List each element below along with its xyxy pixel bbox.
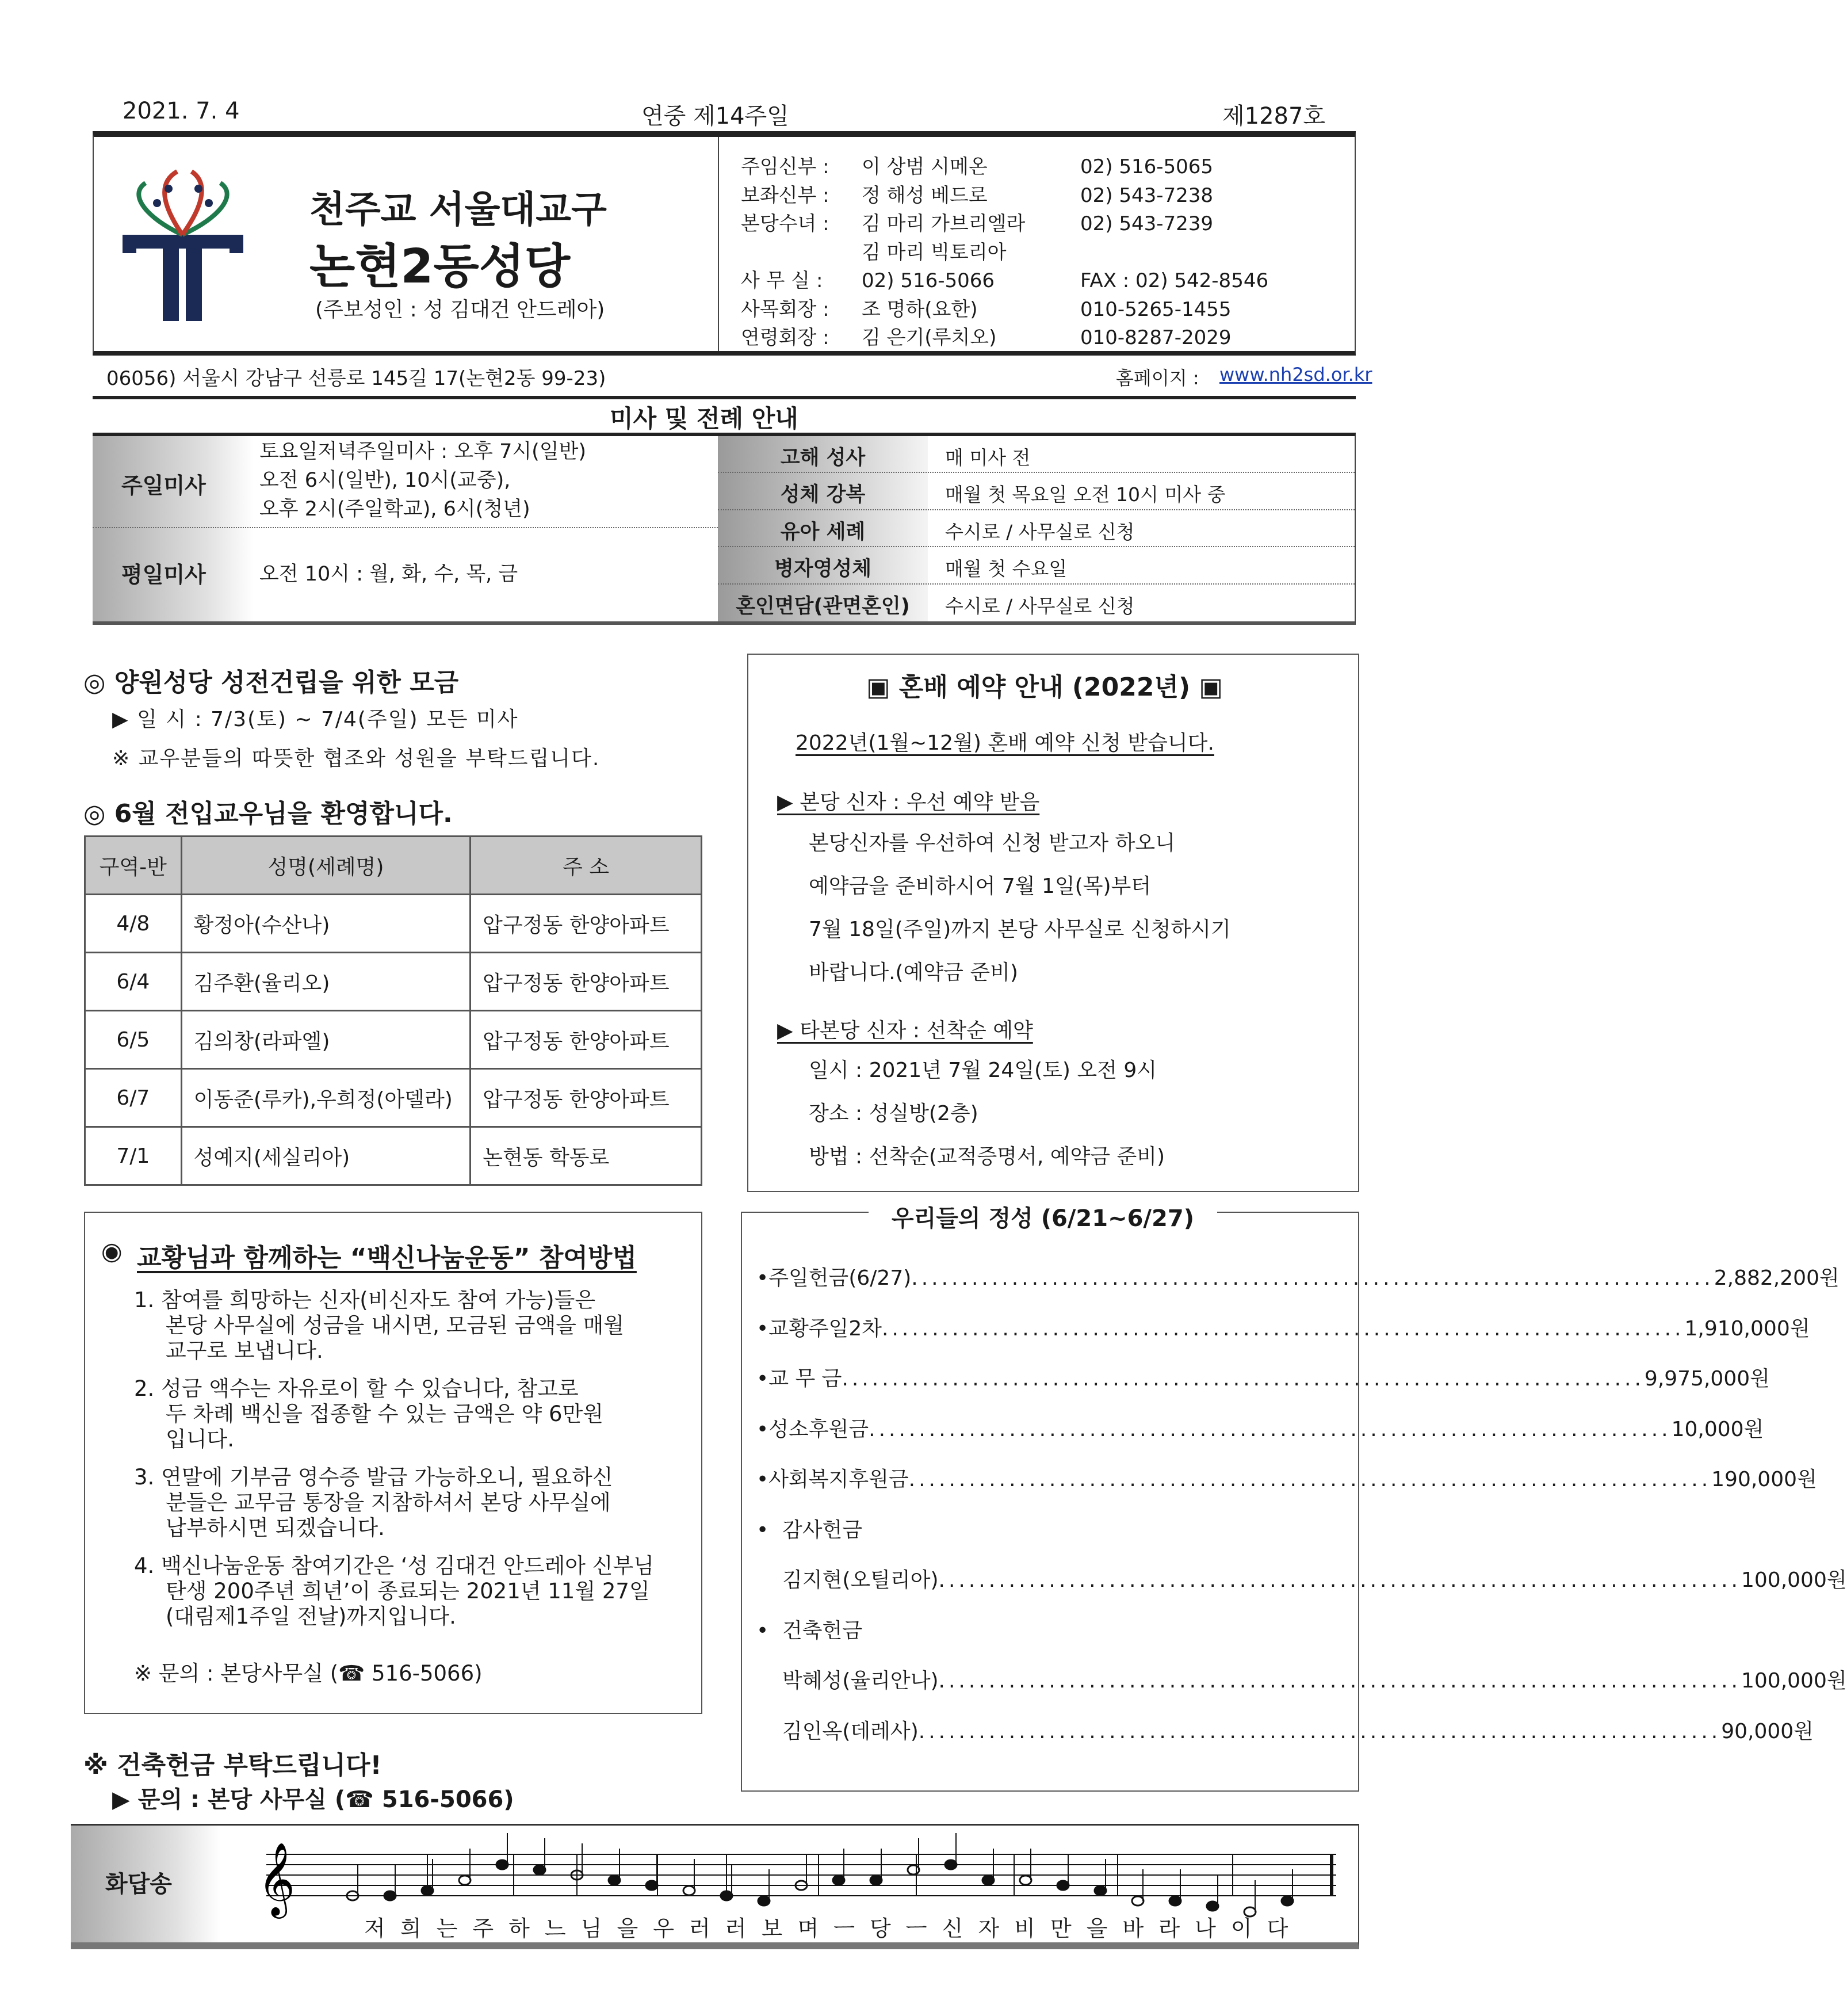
note: [1132, 1896, 1144, 1906]
district-cell: 6/4: [85, 953, 182, 1011]
wedding-line: 예약금을 준비하시어 7월 1일(목)부터: [809, 875, 1152, 898]
note: [683, 1886, 695, 1895]
offering-label: 교황주일2차: [768, 1316, 882, 1341]
rite-label: 성체 강복: [780, 483, 866, 507]
rite-text: 매 미사 전: [945, 446, 1031, 469]
note: [1095, 1886, 1106, 1895]
psalm-lyrics: 저 희 는 주 하 느 님 을 우 러 러 보 며 ㅡ 당 ㅡ 신 자 비 만 을 바 라 나 이 다: [364, 1916, 1288, 1941]
divider: [93, 396, 1356, 399]
offering-label: 감사헌금: [782, 1518, 863, 1542]
offering-amount: 90,000원: [1721, 1719, 1814, 1743]
staff-row: [741, 239, 1268, 268]
staff-role: 본당수녀 :: [741, 212, 829, 235]
vaccine-item: [134, 1288, 654, 1364]
offering-label: 주일헌금(6/27): [768, 1266, 912, 1290]
leader-dots: ................................................................................: [882, 1316, 1685, 1341]
rite-row: [718, 436, 1355, 473]
psalm-score: [255, 1837, 1348, 1915]
staff-row: [741, 296, 1268, 324]
other-parish-heading: ▶ 타본당 신자 : 선착순 예약: [777, 1019, 1033, 1043]
radio-dot-icon: ◉: [101, 1237, 123, 1265]
staff-row: [741, 267, 1268, 296]
vaccine-sharing-box: [84, 1212, 702, 1714]
offering-label: 교 무 금: [768, 1367, 842, 1391]
staff-name: 이 상범 시메온: [862, 155, 988, 178]
parishioner-heading: ▶ 본당 신자 : 우선 예약 받음: [777, 791, 1040, 814]
treble-clef-icon: 𝄞: [258, 1842, 296, 1915]
district-cell: 6/7: [85, 1069, 182, 1127]
note: [609, 1876, 620, 1885]
wedding-line: 7월 18일(주일)까지 본당 사무실로 신청하시기: [809, 918, 1231, 941]
leader-dots: ................................................................................: [908, 1468, 1712, 1491]
name-cell: 황정아(수산나): [181, 895, 471, 953]
offering-amount: 190,000원: [1711, 1468, 1817, 1491]
offering-row: [756, 1664, 1847, 1715]
note: [646, 1881, 657, 1890]
rite-row: [718, 473, 1355, 510]
table-header: [85, 837, 702, 895]
label-column: [93, 436, 254, 621]
mass-section-title: 미사 및 전례 안내: [610, 404, 798, 433]
bullet-icon: •: [756, 1367, 769, 1391]
staff-phone: 010-8287-2029: [1080, 326, 1232, 349]
offering-row: [756, 1564, 1847, 1614]
district-cell: 4/8: [85, 895, 182, 953]
staff-name: 김 마리 가브리엘라: [862, 212, 1026, 235]
rite-text: 매월 첫 목요일 오전 10시 미사 중: [945, 483, 1226, 506]
sunday-line: 오후 2시(주일학교), 6시(청년): [259, 498, 530, 521]
offering-label: 성소후원금: [768, 1417, 869, 1441]
note: [1057, 1881, 1069, 1890]
vaccine-line: 3. 연말에 기부금 영수증 발급 가능하오니, 필요하신: [134, 1465, 613, 1490]
bullet-icon: •: [756, 1266, 769, 1290]
sunday-mass-label: 주일미사: [121, 473, 206, 498]
bullet-icon: •: [756, 1618, 769, 1643]
address-cell: 압구정동 한양아파트: [471, 895, 702, 953]
note: [758, 1896, 770, 1906]
note: [982, 1876, 994, 1885]
wedding-intro: 2022년(1월~12월) 혼배 예약 신청 받습니다.: [796, 731, 1214, 755]
table-row: [85, 1069, 702, 1127]
parish-name: 논현2동성당: [309, 239, 571, 294]
note: [534, 1865, 545, 1874]
offering-label: 박혜성(율리안나): [782, 1669, 939, 1693]
district-cell: 6/5: [85, 1011, 182, 1069]
offering-amount: 100,000원: [1741, 1669, 1847, 1693]
liturgical-week: 연중 제14주일: [641, 103, 789, 129]
vaccine-title: 교황님과 함께하는 “백신나눔운동” 참여방법: [137, 1243, 637, 1273]
yangwon-title: ◎ 양원성당 성전건립을 위한 모금: [83, 668, 459, 697]
staff-name: 정 해성 베드로: [862, 184, 988, 207]
offering-row: [756, 1262, 1840, 1312]
bullet-icon: •: [756, 1316, 769, 1341]
col-header: 주 소: [471, 837, 702, 895]
name-cell: 김의창(라파엘): [181, 1011, 471, 1069]
offering-row: [756, 1715, 1814, 1766]
vaccine-line: (대림제1주일 전날)까지입니다.: [166, 1604, 456, 1629]
weekday-mass-label: 평일미사: [121, 562, 206, 587]
wedding-line: 바랍니다.(예약금 준비): [809, 961, 1018, 984]
bullet-icon: •: [756, 1468, 769, 1491]
homepage-link[interactable]: www.nh2sd.or.kr: [1219, 364, 1372, 385]
vaccine-line: 탄생 200주년 희년’이 종료되는 2021년 11월 27일: [166, 1579, 650, 1603]
note: [1020, 1876, 1031, 1885]
vaccine-item: [134, 1465, 654, 1541]
offering-row: [756, 1514, 1349, 1564]
parish-header-box: [93, 131, 1356, 356]
homepage-label: 홈페이지 :: [1116, 367, 1199, 389]
col-header: 구역-반: [85, 837, 182, 895]
offering-label: 사회복지후원금: [768, 1468, 909, 1491]
offerings-list: [756, 1262, 1847, 1765]
leader-dots: ................................................................................: [938, 1568, 1741, 1592]
vaccine-line: 2. 성금 액수는 자유로이 할 수 있습니다, 참고로: [134, 1376, 579, 1401]
vaccine-line: 분들은 교무금 통장을 지참하셔서 본당 사무실에: [166, 1490, 611, 1515]
rite-row: [718, 510, 1355, 547]
wedding-title: ▣ 혼배 예약 안내 (2022년) ▣: [866, 673, 1223, 702]
offering-amount: 100,000원: [1741, 1568, 1847, 1592]
wedding-notice-box: [747, 654, 1359, 1192]
leader-dots: ................................................................................: [869, 1417, 1672, 1441]
rite-label: 병자영성체: [774, 558, 872, 581]
yangwon-dates: ▶ 일 시 : 7/3(토) ~ 7/4(주일) 모든 미사: [112, 708, 519, 731]
newcomers-title: ◎ 6월 전입교우님을 환영합니다.: [83, 799, 453, 828]
sunday-line: 토요일저녁주일미사 : 오후 7시(일반): [259, 440, 587, 463]
staff-role: 주임신부 :: [741, 155, 829, 178]
psalm-label: 화답송: [105, 1871, 172, 1897]
note: [945, 1860, 957, 1869]
leader-dots: ................................................................................: [842, 1367, 1645, 1391]
offering-row: [756, 1312, 1810, 1363]
address-cell: 논현동 학동로: [471, 1127, 702, 1185]
address-cell: 압구정동 한양아파트: [471, 1069, 702, 1127]
offering-row: [756, 1463, 1817, 1514]
district-cell: 7/1: [85, 1127, 182, 1185]
staff-row: [741, 210, 1268, 239]
note: [1207, 1902, 1218, 1911]
offerings-title: 우리들의 정성 (6/21~6/27): [869, 1200, 1217, 1233]
note: [1169, 1896, 1181, 1906]
vaccine-items: [134, 1288, 654, 1642]
col-header: 성명(세례명): [181, 837, 471, 895]
staff-phone: FAX : 02) 542-8546: [1080, 269, 1269, 292]
staff-role: 연령회장 :: [741, 326, 829, 349]
table-row: [85, 1127, 702, 1185]
building-fund-contact: ▶ 문의 : 본당 사무실 (☎ 516-5066): [112, 1786, 514, 1813]
vaccine-line: 납부하시면 되겠습니다.: [166, 1515, 385, 1540]
weekday-mass-times: 오전 10시 : 월, 화, 수, 목, 금: [259, 563, 518, 586]
staff-role: 사목회장 :: [741, 297, 829, 321]
rite-text: 수시로 / 사무실로 신청: [945, 520, 1135, 543]
offering-label: 건축헌금: [782, 1618, 863, 1643]
wedding-line: 방법 : 선착순(교적증명서, 예약금 준비): [809, 1145, 1165, 1169]
building-fund-title: ※ 건축헌금 부탁드립니다!: [83, 1751, 382, 1780]
note: [833, 1876, 844, 1885]
rite-label: 혼인면담(관면혼인): [736, 594, 910, 618]
leader-dots: ................................................................................: [918, 1719, 1722, 1743]
staff-role: [741, 239, 862, 268]
rite-label: 유아 세례: [780, 520, 866, 544]
vaccine-line: 1. 참여를 희망하는 신자(비신자도 참여 가능)들은: [134, 1288, 596, 1312]
rite-row: [718, 585, 1355, 621]
rite-label: 고해 성사: [780, 446, 866, 469]
staff-role: 보좌신부 :: [741, 184, 829, 207]
leader-dots: ................................................................................: [938, 1669, 1741, 1693]
bullet-icon: •: [756, 1417, 769, 1441]
vaccine-line: 두 차례 백신을 접종할 수 있는 금액은 약 6만원: [166, 1402, 603, 1426]
vaccine-line: 본당 사무실에 성금을 내시면, 모금된 금액을 매월: [166, 1313, 625, 1338]
name-cell: 김주환(율리오): [181, 953, 471, 1011]
bulletin-date: 2021. 7. 4: [123, 98, 240, 124]
note: [496, 1860, 508, 1869]
issue-number: 제1287호: [1222, 103, 1326, 129]
offering-label: 김지현(오틸리아): [782, 1568, 939, 1592]
staff-row: [741, 153, 1268, 182]
offering-row: [756, 1614, 1349, 1665]
leader-dots: ................................................................................: [911, 1266, 1714, 1290]
name-cell: 이동준(루카),우희정(아델라): [181, 1069, 471, 1127]
rite-text: 매월 첫 수요일: [945, 558, 1068, 581]
table-row: [85, 1011, 702, 1069]
note: [384, 1891, 396, 1900]
staff-row: [741, 324, 1268, 353]
newcomers-table: [84, 835, 702, 1186]
rite-text: 수시로 / 사무실로 신청: [945, 594, 1135, 617]
divider: [93, 527, 718, 528]
address-cell: 압구정동 한양아파트: [471, 1011, 702, 1069]
note: [870, 1876, 882, 1885]
rites-list: [718, 436, 1355, 621]
address-cell: 압구정동 한양아파트: [471, 953, 702, 1011]
vaccine-line: 교구로 보냅니다.: [166, 1338, 323, 1363]
rite-row: [718, 547, 1355, 584]
wedding-line: 본당신자를 우선하여 신청 받고자 하오니: [809, 831, 1175, 855]
staff-row: [741, 182, 1268, 211]
other-parish-details: [809, 1049, 1165, 1178]
note: [908, 1865, 919, 1874]
address: 06056) 서울시 강남구 선릉로 145길 17(논현2동 99-23): [106, 367, 606, 390]
staff-name: 조 명하(요한): [862, 297, 978, 321]
mass-schedule-table: [93, 433, 1356, 625]
vaccine-line: 입니다.: [166, 1427, 234, 1452]
name-cell: 성예지(세실리아): [181, 1127, 471, 1185]
vaccine-item: [134, 1553, 654, 1629]
staff-list: [741, 153, 1268, 353]
offering-row: [756, 1362, 1770, 1413]
patron-saint: (주보성인 : 성 김대건 안드레아): [315, 298, 605, 322]
offering-amount: 2,882,200원: [1714, 1266, 1840, 1290]
archdiocese-name: 천주교 서울대교구: [309, 189, 607, 231]
offering-label: 김인옥(데레사): [782, 1719, 919, 1743]
offerings-box: [741, 1205, 1847, 1792]
staff-phone: 010-5265-1455: [1080, 297, 1232, 321]
staff-name: 김 마리 빅토리아: [862, 240, 1007, 264]
sunday-mass-times: [259, 437, 586, 524]
note: [459, 1876, 471, 1885]
offering-amount: 10,000원: [1671, 1417, 1764, 1441]
offering-amount: 1,910,000원: [1684, 1316, 1810, 1341]
staff-phone: 02) 543-7239: [1080, 212, 1214, 235]
vaccine-item: [134, 1376, 654, 1452]
sunday-line: 오전 6시(일반), 10시(교중),: [259, 469, 511, 492]
staff-phone: 02) 516-5065: [1080, 155, 1214, 178]
wedding-line: 일시 : 2021년 7월 24일(토) 오전 9시: [809, 1059, 1157, 1082]
staff-phone: 02) 543-7238: [1080, 184, 1214, 207]
parishioner-details: [809, 822, 1231, 994]
offering-row: [756, 1413, 1764, 1464]
wedding-line: 장소 : 성실방(2층): [809, 1102, 978, 1125]
psalm-band: [71, 1824, 1359, 1949]
bullet-icon: •: [756, 1518, 769, 1542]
vaccine-contact: ※ 문의 : 본당사무실 (☎ 516-5066): [134, 1661, 483, 1686]
note: [1282, 1896, 1293, 1906]
yangwon-request: ※ 교우분들의 따뜻한 협조와 성원을 부탁드립니다.: [112, 747, 601, 770]
parish-logo-icon: [123, 171, 249, 321]
offering-amount: 9,975,000원: [1644, 1367, 1770, 1391]
staff-name: 김 은기(루치오): [862, 326, 997, 349]
staff-name: 02) 516-5066: [862, 269, 995, 292]
vaccine-line: 4. 백신나눔운동 참여기간은 ‘성 김대건 안드레아 신부님: [134, 1553, 654, 1578]
table-row: [85, 895, 702, 953]
table-row: [85, 953, 702, 1011]
divider: [718, 137, 719, 351]
staff-role: 사 무 실 :: [741, 269, 823, 292]
